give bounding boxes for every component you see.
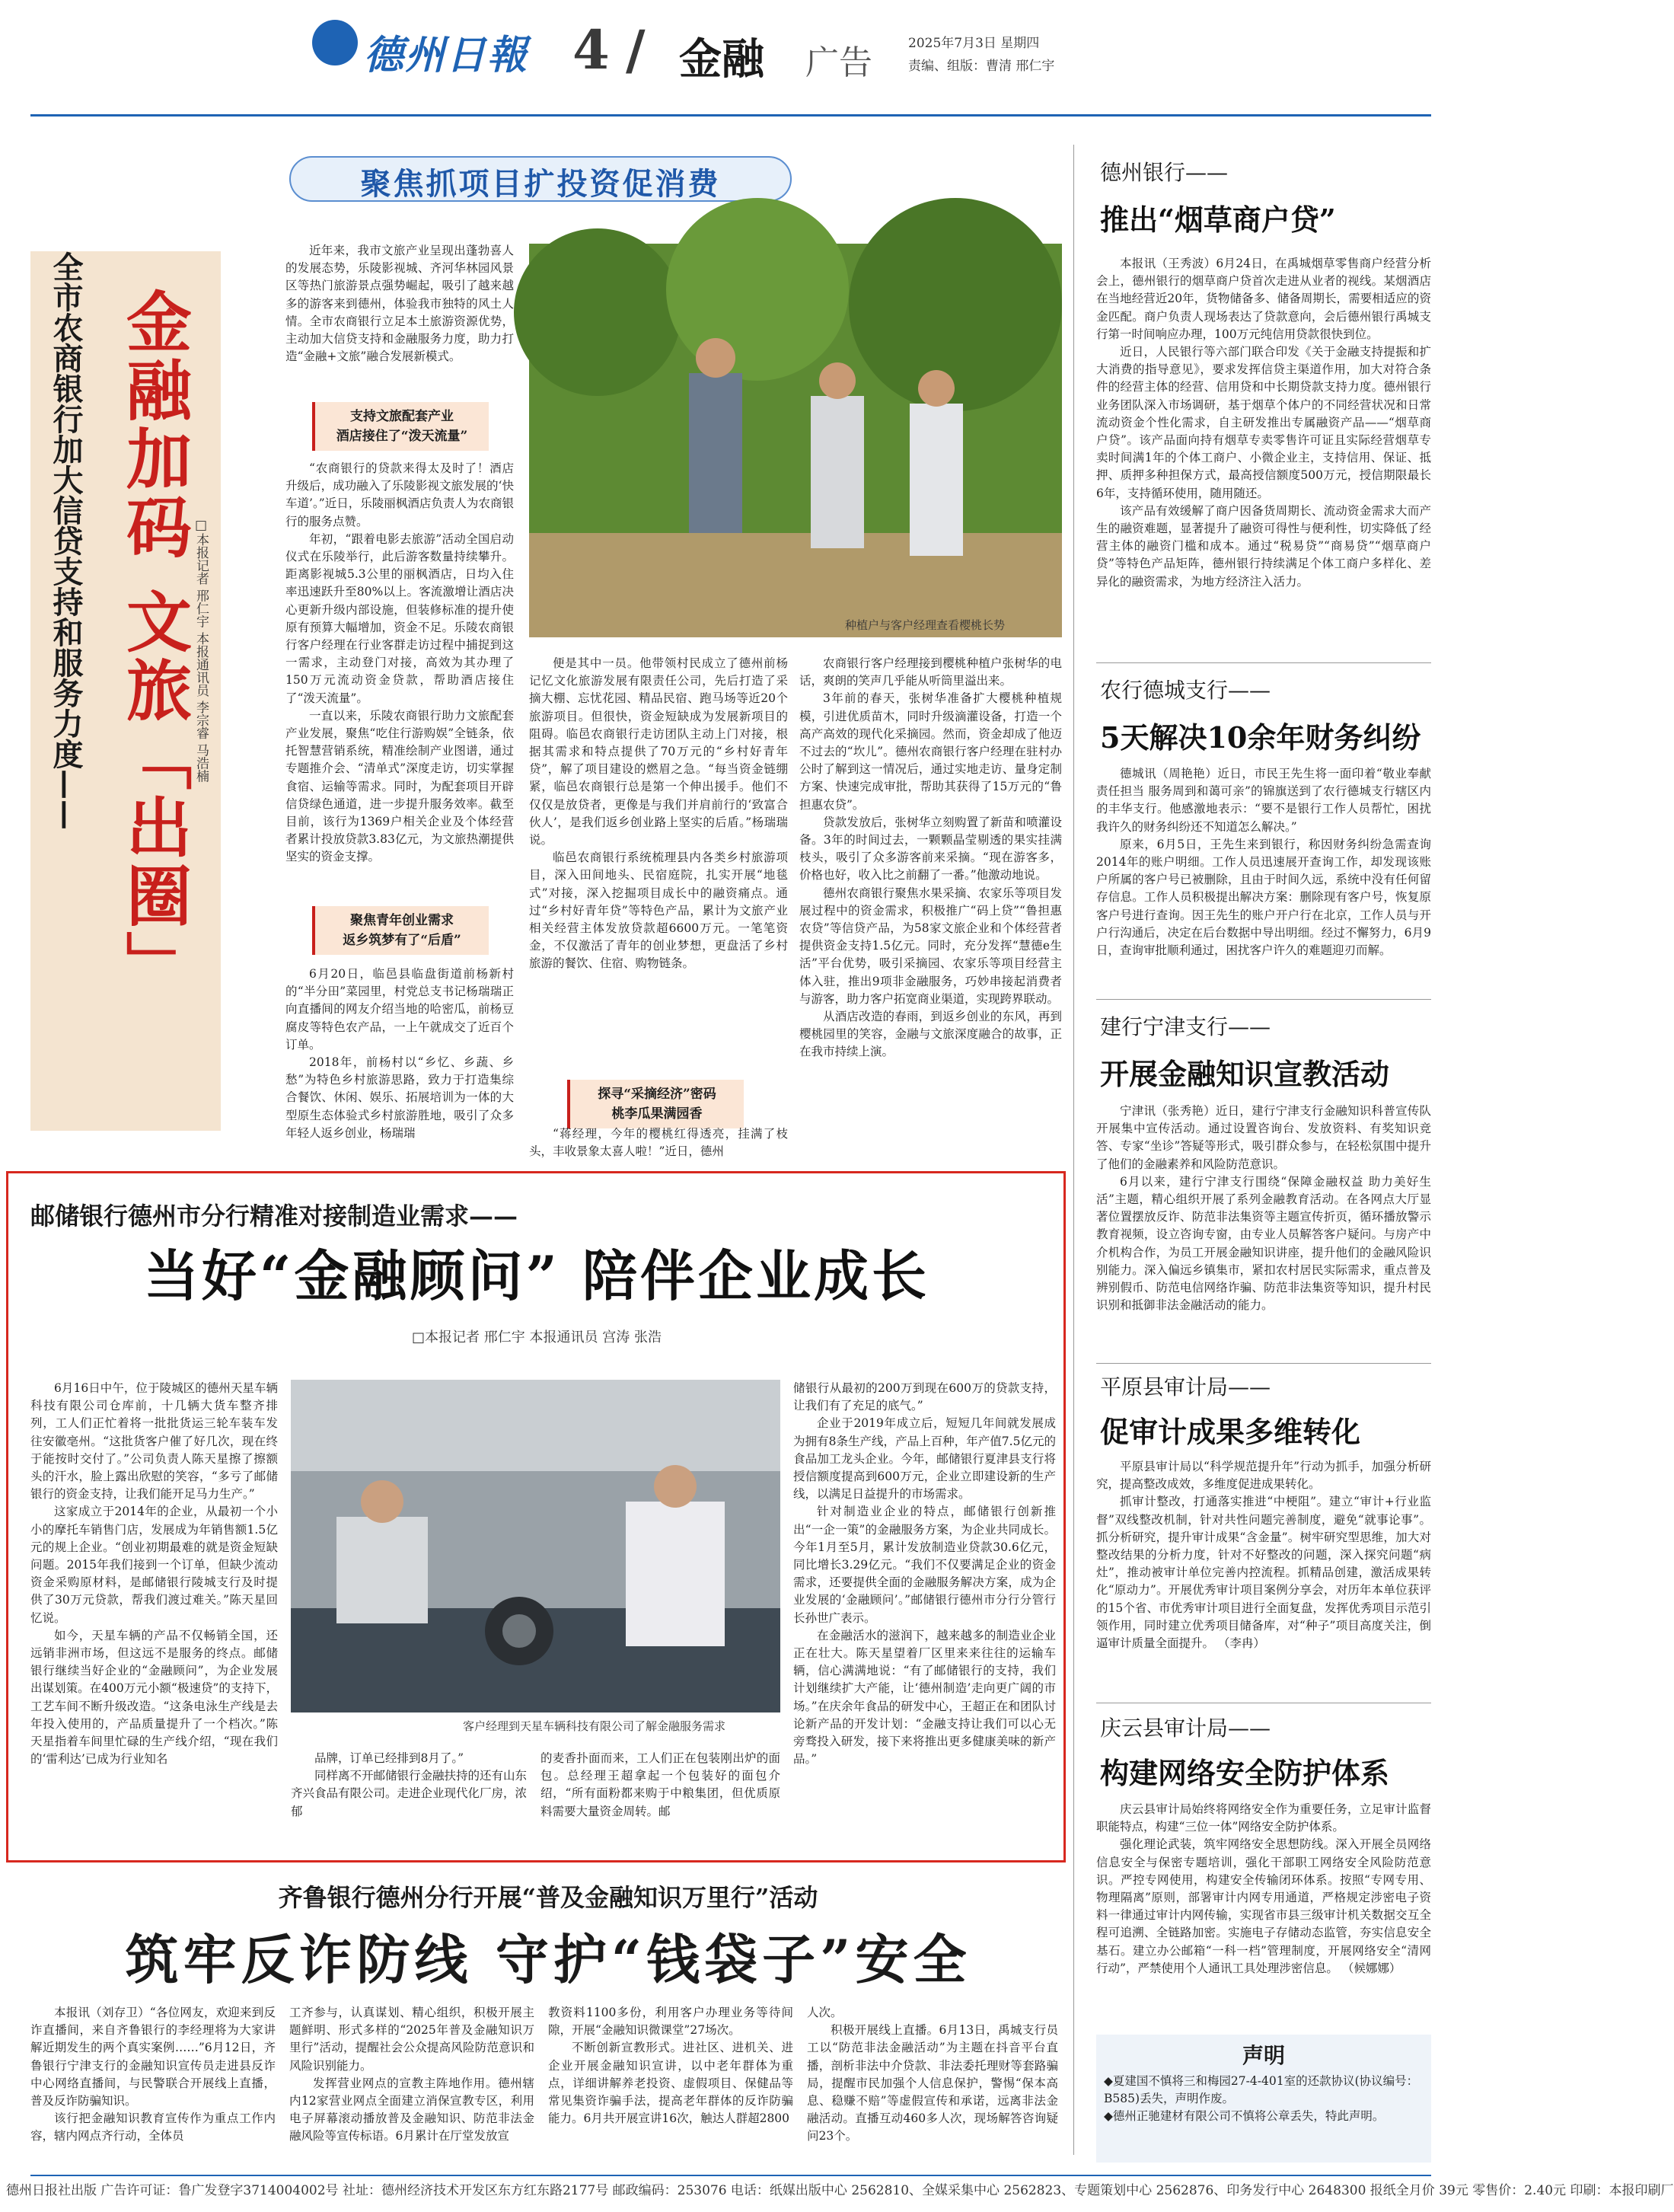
feature-col2: 便是其中一员。他带领村民成立了德州前杨记忆文化旅游发展有限责任公司，先后打造了采摘大棚、忘忧花园、精品民宿、跑马场等近20个旅游项目。但很快，资金短缺成为发展新项目的阻碍。临邑农商银行走访团队主动上门对接，根据其需求和特点提供了70万元的“乡村好青年贷”，解了项目建设的燃眉之急。“每当资金链绷紧，临邑农商银行总是第一个伸出援手。他们不仅仅是放贷者，更像是与我们并肩前行的‘致富合伙人’，是我们返乡创业路上坚实的后盾。”杨瑞瑞说。 临邑农商银行系统梳理县内各类乡村旅游项目，深入田间地头、民宿庭院，扎实开展“地毯式”对接，深入挖掘项目成长中的融资痛点。通过“乡村好青年贷”等特色产品，累计为文旅产业相关经营主体发放贷款超6600万元。一笔笔资金，不仅激活了青年的创业梦想，更盘活了乡村旅游的餐饮、住宿、购物链条。 [529, 656, 788, 971]
feature-photo-caption: 种植户与客户经理查看樱桃长势 [845, 618, 1006, 632]
psbc-col1: 6月16日中午，位于陵城区的德州天星车辆科技有限公司仓库前，十几辆大货车整齐排列，工人们正忙着将一批批货运三轮车装车发往安徽亳州。“这批货客户催了好几次，现在终于能按时交付了。”公司负责人陈天星擦了擦额头的汗水，脸上露出欣慰的笑容，“多亏了邮储银行的资金支持，让我们能开足马力生产。” 这家成立于2014年的企业，从最初一个小小的摩托车销售门店，发展成为年销售额1.5亿元的规上企业。“创业初期最难的就是资金短缺问题。2015年我们接到一个订单，但缺少流动资金采购原材料，是邮储银行陵城支行及时提供了30万元贷款，帮我们渡过难关。”陈天星回忆说。 如今，天星车辆的产品不仅畅销全国，还远销非洲市场，但这远不是服务的终点。邮储银行继续当好企业的“金融顾问”，为企业发展出谋划策。在400万元小额“极速贷”的支持下，工艺车间不断升级改造。“这条电泳生产线是去年投入使用的，产品质量提升了一个档次。”陈天星指着车间里忙碌的生产线介绍，“现在我们的‘雷利达’已成为行业知名 [30, 1381, 278, 1767]
right-item-3-intro: 建行宁津支行—— [1100, 1014, 1271, 1039]
feature-col1-body: “农商银行的贷款来得太及时了！酒店升级后，成功融入了乐陵影视文旅发展的‘快车道’。”近日，乐陵丽枫酒店负责人为农商银行的服务点赞。 年初，“跟着电影去旅游”活动全国启动仪式在乐陵举行，此后游客数量持续攀升。距离影视城5.3公里的丽枫酒店，日均入住率迅速跃升至80%以上。客流激增让酒店决心更新升级内部设施，但装修标准的提升使原有预算大幅增加，资金不足。乐陵农商银行客户经理在行业客群走访过程中捕捉到这一需求，主动登门对接，高效为其办理了150万元流动资金贷款，帮助酒店接住了“泼天流量”。 一直以来，乐陵农商银行助力文旅配套产业发展，聚焦“吃住行游购娱”全链条，依托智慧营销系统，精准绘制产业图谱，通过专题推介会、“清单式”深度走访，切实掌握食宿、运输等需求。同时，为配套项目开辟信贷绿色通道，进一步提升服务效率。截至目前，该行为1369户相关企业及个体经营者累计投放贷款3.83亿元，为文旅热潮提供坚实的资金支撑。 [285, 461, 514, 864]
qilu-col2: 工齐参与，认真谋划、精心组织，积极开展主题鲜明、形式多样的“2025年普及金融知识万里行”活动，提醒社会公众提高风险防范意识和风险识别能力。 发挥营业网点的宣教主阵地作用。德州辖内12家营业网点全面建立消保宣教专区，利用电子屏幕滚动播放普及金融知识、防范非法金融风险等宣传标语。6月累计在厅堂发放宣 [289, 2006, 534, 2143]
header-rule [30, 114, 1431, 117]
declaration-item: ◆夏建国不慎将三和梅园27-4-401室的还款协议(协议编号：B585)丢失，声明作废。 [1104, 2074, 1419, 2105]
right-item-4-intro: 平原县审计局—— [1100, 1374, 1271, 1400]
factory-visit-photo [291, 1380, 780, 1712]
right-divider [1096, 999, 1431, 1000]
right-item-1-intro: 德州银行—— [1100, 160, 1229, 185]
footer-rule [30, 2175, 1431, 2176]
feature-photo [529, 244, 1062, 637]
masthead [0, 0, 1462, 114]
newspaper-logo-icon [312, 20, 358, 65]
qilu-col3: 教资料1100多份，利用客户办理业务等待间隙，开展“金融知识微课堂”27场次。 不断创新宣教形式。进社区、进机关、进企业开展金融知识宣讲，以中老年群体为重点，详细讲解养老投资、虚假项目、保健品等常见集资诈骗手法，提高老年群体的反诈防骗能力。6月共开展宣讲16次，触达人群超2800 [548, 2006, 793, 2126]
psbc-photo [291, 1380, 780, 1712]
qilu-intro: 齐鲁银行德州分行开展“普及金融知识万里行”活动 [278, 1883, 818, 1912]
feature-col1-tail: 6月20日，临邑县临盘街道前杨新村的“半分田”菜园里，村党总支书记杨瑞瑞正向直播间的网友介绍当地的哈密瓜，前杨豆腐皮等特色农产品，一上午就成交了近百个订单。 2018年，前杨村以“乡忆、乡蔬、乡愁”为特色乡村旅游思路，致力于打造集综合餐饮、休闲、娱乐、拓展培训为一体的大型原生态体验式乡村旅游胜地，吸引了众多年轻人返乡创业，杨瑞瑞 [285, 967, 514, 1140]
subhead-3: 探寻“采摘经济”密码 桃李瓜果满园香 [567, 1080, 744, 1128]
feature-subtitle: 全市农商银行加大信贷支持和服务力度—— [48, 251, 84, 830]
qilu-col1: 本报讯（刘存卫）“各位网友，欢迎来到反诈直播间，来自齐鲁银行的李经理将为大家讲解近期发生的两个真实案例……”6月12日，齐鲁银行宁津支行的金融知识宣传员走进县反诈中心网络直播间，与民警联合开展线上直播，普及反诈防骗知识。 该行把金融知识教育宣传作为重点工作内容，辖内网点齐行动，全体员 [30, 2006, 276, 2143]
page-slash: / [626, 18, 646, 81]
psbc-title: 当好“金融顾问” 陪伴企业成长 [144, 1243, 929, 1308]
psbc-photo-caption: 客户经理到天星车辆科技有限公司了解金融服务需求 [463, 1719, 726, 1733]
psbc-col4: 储银行从最初的200万到现在600万的贷款支持，让我们有了充足的底气。” 企业于2019年成立后，短短几年间就发展成为拥有8条生产线，产品上百种，年产值7.5亿元的食品加工龙头企业。今年，邮储银行夏津县支行将授信额度提高到600万元，企业立即建设新的生产线，以满足日益提升的市场需求。 针对制造业企业的特点，邮储银行创新推出“一企一策”的金融服务方案，为企业共同成长。今年1月至5月，累计发放制造业贷款30.6亿元，同比增长3.29亿元。“我们不仅要满足企业的资金需求，还要提供全面的金融服务解决方案，成为企业发展的‘金融顾问’。”邮储银行德州市分行分管行长孙世广表示。 在金融活水的滋润下，越来越多的制造业企业正在壮大。陈天星望着厂区里来来往往的运输车辆，信心满满地说：“有了邮储银行的支持，我们计划继续扩大产能，让‘德州制造’走向更广阔的市场。”在庆余年食品的研发中心，王超正在和团队讨论新产品的开发计划：“金融支持让我们可以心无旁骛投入研发，接下来将推出更多健康美味的新产品。” [793, 1381, 1056, 1767]
right-item-5-intro: 庆云县审计局—— [1100, 1716, 1271, 1741]
section-ad-label: 广告 [805, 43, 872, 82]
right-divider [1096, 662, 1431, 663]
cherry-orchard-photo [529, 244, 1062, 637]
right-item-4-title: 促审计成果多维转化 [1100, 1415, 1361, 1449]
feature-banner-text: 聚焦抓项目扩投资促消费 [360, 166, 721, 202]
declaration-title: 声明 [1242, 2043, 1285, 2068]
feature-col2-tail: “蒋经理，今年的樱桃红得透亮，挂满了枝头，丰收景象太喜人啦！”近日，德州 [529, 1127, 788, 1159]
column-divider [1073, 145, 1074, 2155]
psbc-col2: 品牌，订单已经排到8月了。” 同样离不开邮储银行金融扶持的还有山东齐兴食品有限公司。走进企业现代化厂房，浓郁 [291, 1751, 528, 1818]
right-item-2-body: 德城讯（周艳艳）近日，市民王先生将一面印着“敬业奉献责任担当 服务周到和蔼可亲”的锦旗送到了农行德城支行辖区内的丰华支行。他感激地表示：“要不是银行工作人员帮忙，困扰我许久的财务纠纷还不知道怎么解决。” 原来，6月5日，王先生来到银行，称因财务纠纷急需查询2014年的账户明细。工作人员迅速展开查询工作，却发现该账户所属的客户号已被删除，且由于时间久远，系统中没有任何留存信息。工作人员积极提出解决方案：删除现有客户号，恢复原客户号进行查询。因王先生的账户开户行在北京，工作人员与开户行沟通后，决定在后台数据中导出明细。经过不懈努力，6月9日，查询审批顺利通过，困扰客户许久的难题迎刃而解。 [1096, 767, 1431, 958]
right-item-3-title: 开展金融知识宣教活动 [1100, 1057, 1390, 1091]
section-name: 金融 [679, 34, 764, 85]
page-number: 4 [572, 18, 610, 81]
right-item-5-title: 构建网络安全防护体系 [1100, 1756, 1390, 1790]
right-item-1-body: 本报讯（王秀波）6月24日，在禹城烟草零售商户经营分析会上，德州银行的烟草商户贷首次走进从业者的视线。某烟酒店在当地经营近20年，货物储备多、储备周期长，需要相适应的资金匹配。商户负责人现场表达了贷款意向，会后德州银行禹城支行第一时间响应办理，100万元纯信用贷款很快到位。 近日，人民银行等六部门联合印发《关于金融支持提振和扩大消费的指导意见》，要求发挥信贷主渠道作用，加大对符合条件的经营主体的经营、信用贷和中长期贷款支持力度。德州银行业务团队深入市场调研，基于烟草个体户的不同经营状况和日常流动资金个性化需求，自主研发推出专属融资产品——“烟草商户贷”。该产品面向持有烟草专卖零售许可证且实际经营烟草专卖时间满1年的个体工商户、小微企业主，支持信用、保证、抵押、质押多种担保方式，最高授信额度500万元，授信期限最长6年，支持循环使用，随用随还。 该产品有效缓解了商户因备货周期长、流动资金需求大而产生的融资难题，显著提升了融资可得性与便利性，切实降低了经营主体的融资门槛和成本。通过“税易贷”“商易贷”“烟草商户贷”等特色产品矩阵，德州银行持续满足个体工商户多样化、差异化的融资需求，为地方经济注入活力。 [1096, 257, 1431, 589]
editors: 责编、组版：曹清 邢仁宇 [908, 59, 1055, 74]
right-divider [1096, 1363, 1431, 1364]
qilu-col4: 人次。 积极开展线上直播。6月13日，禹城支行员工以“防范非法金融活动”为主题在抖音平台直播，剖析非法中介贷款、非法委托理财等套路骗局，提醒市民加强个人信息保护，警惕“保本高息、稳赚不赔”等虚假宣传和承诺，远离非法金融活动。直播互动460多人次，现场解答咨询疑问23个。 [807, 2006, 1058, 2143]
feature-byline: □本报记者 邢仁宇 本报通讯员 李宗睿 马浩楠 [193, 518, 209, 783]
psbc-intro: 邮储银行德州市分行精准对接制造业需求—— [30, 1202, 518, 1230]
right-item-3-body: 宁津讯（张秀艳）近日，建行宁津支行金融知识科普宣传队开展集中宣传活动。通过设置咨询台、发放资料、有奖知识竞答、专家“坐诊”答疑等形式，吸引群众参与，在轻松氛围中提升了他们的金融素养和风险防范意识。 6月以来，建行宁津支行围绕“保障金融权益 助力美好生活”主题，精心组织开展了系列金融教育活动。在各网点大厅显著位置摆放反诈、防范非法集资等主题宣传折页，循环播放警示教育视频，设立咨询专窗，由专业人员解答客户疑问。与房产中介机构合作，为员工开展金融知识讲座，提升他们的金融风险识别能力。深入偏远乡镇集市，紧扣农村居民实际需求，重点普及辨别假币、防范电信网络诈骗、防范非法集资等知识，提升村民识别和抵御非法金融活动的能力。 [1096, 1104, 1431, 1313]
issue-date: 2025年7月3日 星期四 [908, 36, 1040, 51]
feature-title: 金融加码 文旅「出圈」 [115, 288, 192, 999]
subhead-2: 聚焦青年创业需求 返乡筑梦有了“后盾” [312, 906, 489, 955]
declaration-body [1104, 2073, 1424, 2125]
psbc-byline: □本报记者 邢仁宇 本报通讯员 宫涛 张浩 [412, 1329, 662, 1345]
qilu-title: 筑牢反诈防线 守护“钱袋子”安全 [125, 1928, 971, 1991]
right-item-5-body: 庆云县审计局始终将网络安全作为重要任务，立足审计监督职能特点，构建“三位一体”网络安全防护体系。 强化理论武装，筑牢网络安全思想防线。深入开展全员网络信息安全与保密专题培训，强化干部职工网络安全风险防范意识。严控专网使用，构建安全传输闭环体系。按照“专网专用、物理隔离”原则，部署审计内网专用通道，严格规定涉密电子资料一律通过审计内网传输，实现省市县三级审计机关数据交互全程可追溯、全链路加密。实施电子存储动态监管，夯实信息安全基石。建立办公邮箱“一科一档”管理制度，开展网络安全“清网行动”，严禁使用个人通讯工具处理涉密信息。 （候娜娜） [1096, 1802, 1431, 1975]
right-item-2-intro: 农行德城支行—— [1100, 678, 1271, 703]
footer-imprint: 德州日报社出版 广告许可证：鲁广发登字3714004002号 社址：德州经济技术开发区东方红东路2177号 邮政编码：253076 电话：纸媒出版中心 2562810、全媒采集中心 2562823、专题策划中心 2562876、印务发行中心 2648300 报纸全月价 39元 零售价：2.40元 印刷：本报印刷厂 [6, 2183, 1674, 2198]
right-item-2-title: 5天解决10余年财务纠纷 [1100, 720, 1421, 755]
right-item-1-title: 推出“烟草商户贷” [1100, 203, 1336, 237]
subhead-1: 支持文旅配套产业 酒店接住了“泼天流量” [312, 402, 489, 451]
newspaper-name: 德州日報 [364, 32, 529, 78]
feature-col3: 农商银行客户经理接到樱桃种植户张树华的电话，爽朗的笑声几乎能从听筒里溢出来。 3年前的春天，张树华准备扩大樱桃种植规模，引进优质苗木，同时升级滴灌设备，打造一个高产高效的现代化采摘园。然而，资金却成了他迈不过去的“坎儿”。德州农商银行客户经理在驻村办公时了解到这一情况后，通过实地走访、量身定制方案、快速完成审批，帮助其获得了15万元的“鲁担惠农贷”。 贷款发放后，张树华立刻购置了新苗和喷灌设备。3年的时间过去，一颗颗晶莹剔透的果实挂满枝头，吸引了众多游客前来采摘。“现在游客多，价格也好，收入比之前翻了一番。”他激动地说。 德州农商银行聚焦水果采摘、农家乐等项目发展过程中的资金需求，积极推广“码上贷”“鲁担惠农贷”等信贷产品，为58家文旅企业和个体经营者提供资金支持1.5亿元。同时，充分发挥“慧德e生活”平台优势，吸引采摘园、农家乐等项目经营主体入驻，推出9项非金融服务，巧妙串接起消费者与游客，助力客户拓宽商业渠道，实现跨界联动。 从酒店改造的春雨，到返乡创业的东风，再到樱桃园里的笑容，金融与文旅深度融合的故事，正在我市持续上演。 [799, 656, 1062, 1059]
declaration-item: ◆德州正驰建材有限公司不慎将公章丢失，特此声明。 [1104, 2109, 1385, 2123]
right-item-4-body: 平原县审计局以“科学规范提升年”行动为抓手，加强分析研究，提高整改成效，多维度促进成果转化。 抓审计整改，打通落实推进“中梗阻”。建立“审计+行业监督”双线整改机制，针对共性问题完善制度，避免“就事论事”。抓分析研究，提升审计成果“含金量”。树牢研究型思维，加大对整改结果的分析力度，针对不好整改的问题，深入探究问题“病灶”，推动被审计单位完善内控流程。抓精品创建，激活成果转化“原动力”。开展优秀审计项目案例分享会，对历年本单位获评的15个省、市优秀审计项目进行全面复盘，发挥优秀项目示范引领作用，同时建立优秀项目储备库，对“种子”项目高度关注，倒逼审计质量全面提升。 （李冉） [1096, 1460, 1431, 1651]
psbc-col3: 的麦香扑面而来，工人们正在包装刚出炉的面包。总经理王超拿起一个包装好的面包介绍，“所有面粉都来购于中粮集团，但优质原料需要大量资金周转。邮 [540, 1751, 780, 1818]
feature-col1-intro: 近年来，我市文旅产业呈现出蓬勃喜人的发展态势，乐陵影视城、齐河华林园风景区等热门旅游景点强势崛起，吸引了越来越多的游客来到德州，体验我市独特的风土人情。全市农商银行立足本土旅游资源优势，主动加大信贷支持和金融服务力度，助力打造“金融+文旅”融合发展新模式。 [285, 244, 514, 364]
